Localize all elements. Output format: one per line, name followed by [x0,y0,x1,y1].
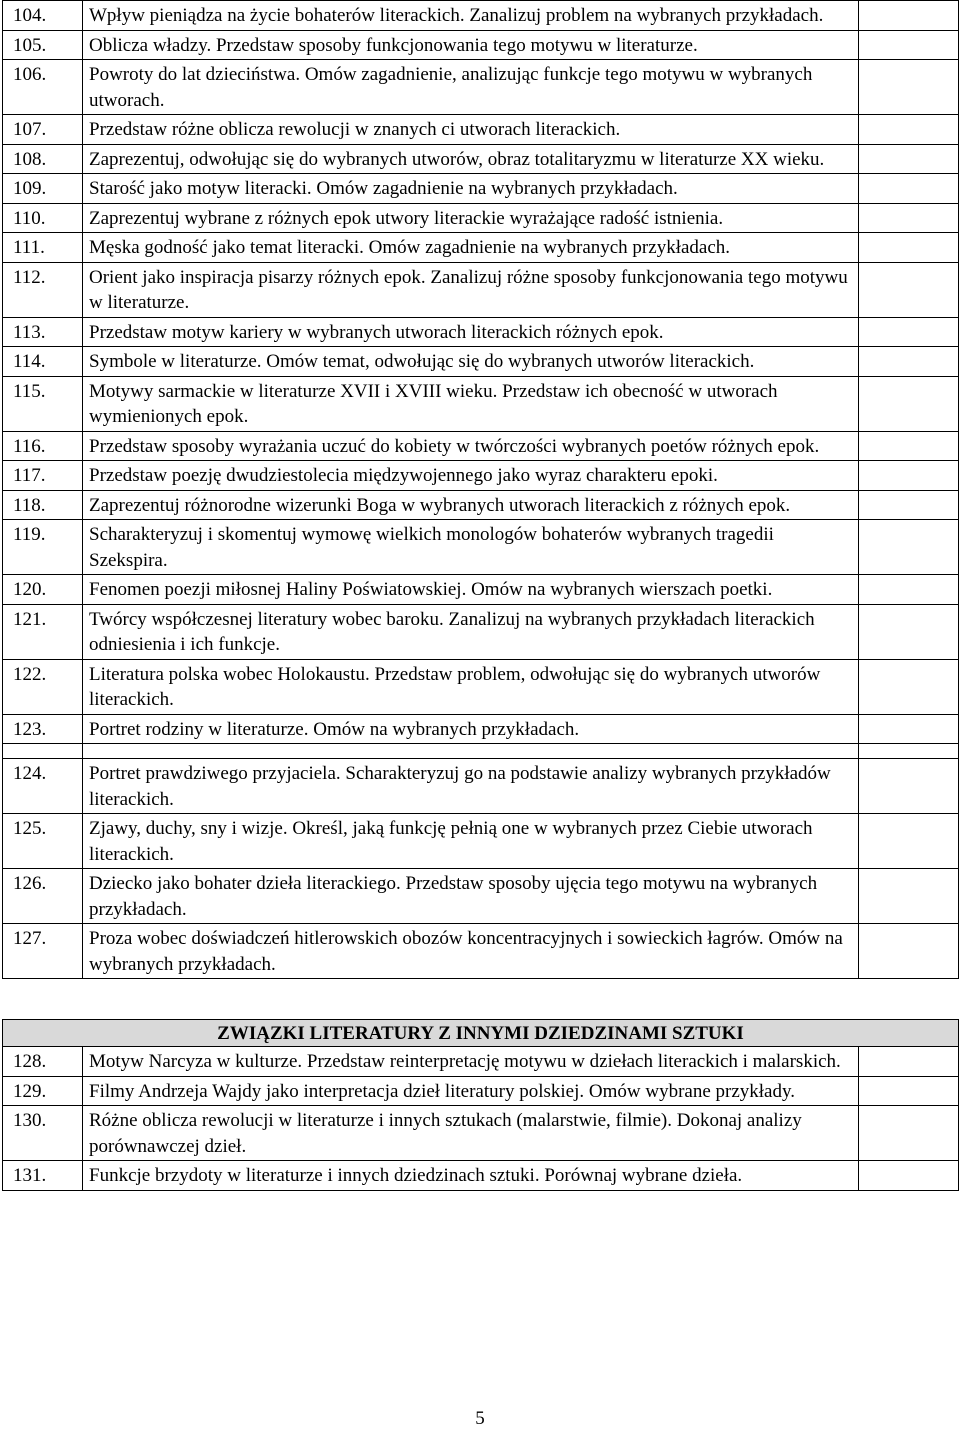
topic-number: 117. [3,461,83,491]
topic-text: Powroty do lat dzieciństwa. Omów zagadnienie, analizując funkcje tego motywu w wybranych utworach. [83,60,859,115]
empty-cell [859,1106,959,1161]
empty-cell [859,814,959,869]
topic-number: 113. [3,317,83,347]
topic-row [3,814,959,869]
topic-text: Portret prawdziwego przyjaciela. Scharakteryzuj go na podstawie analizy wybranych przykładów literackich. [83,759,859,814]
topic-text: Motyw Narcyza w kulturze. Przedstaw reinterpretację motywu w dziełach literackich i malarskich. [83,1047,859,1077]
topic-text: Zaprezentuj różnorodne wizerunki Boga w wybranych utworach literackich z różnych epok. [83,490,859,520]
topic-number: 125. [3,814,83,869]
section-title: ZWIĄZKI LITERATURY Z INNYMI DZIEDZINAMI SZTUKI [3,1020,959,1047]
topic-text: Przedstaw różne oblicza rewolucji w znanych ci utworach literackich. [83,115,859,145]
topic-text: Starość jako motyw literacki. Omów zagadnienie na wybranych przykładach. [83,174,859,204]
topic-number: 124. [3,759,83,814]
topic-text: Symbole w literaturze. Omów temat, odwołując się do wybranych utworów literackich. [83,347,859,377]
empty-cell [859,174,959,204]
topic-row [3,869,959,924]
topic-row [3,659,959,714]
page-number: 5 [475,1408,485,1429]
topic-text: Dziecko jako bohater dzieła literackiego. Przedstaw sposoby ujęcia tego motywu na wybranych przykładach. [83,869,859,924]
empty-cell [859,869,959,924]
table-spacer [3,744,959,759]
table-gap [3,979,959,1020]
topic-number: 127. [3,924,83,979]
topic-number: 120. [3,575,83,605]
empty-cell [859,924,959,979]
topics-group-a [3,1,959,744]
topic-text: Przedstaw sposoby wyrażania uczuć do kobiety w twórczości wybranych poetów różnych epok. [83,431,859,461]
empty-cell [859,115,959,145]
section-header [3,1020,959,1047]
topic-number: 109. [3,174,83,204]
empty-cell [859,1161,959,1191]
empty-cell [859,461,959,491]
topic-number: 111. [3,233,83,263]
topic-row [3,30,959,60]
topic-number: 130. [3,1106,83,1161]
topic-number: 129. [3,1076,83,1106]
topic-text: Literatura polska wobec Holokaustu. Przedstaw problem, odwołując się do wybranych utworów literackich. [83,659,859,714]
topic-text: Proza wobec doświadczeń hitlerowskich obozów koncentracyjnych i sowieckich łagrów. Omów na wybranych przykładach. [83,924,859,979]
topic-number: 105. [3,30,83,60]
topic-number: 118. [3,490,83,520]
empty-cell [859,347,959,377]
topic-text: Orient jako inspiracja pisarzy różnych epok. Zanalizuj różne sposoby funkcjonowania tego motywu w literaturze. [83,262,859,317]
topic-number: 114. [3,347,83,377]
topic-number: 115. [3,376,83,431]
topic-text: Portret rodziny w literaturze. Omów na wybranych przykładach. [83,714,859,744]
topic-row [3,262,959,317]
empty-cell [859,714,959,744]
topics-group-c [3,1047,959,1191]
topic-number: 107. [3,115,83,145]
topic-row [3,924,959,979]
empty-cell [859,317,959,347]
topic-row [3,1047,959,1077]
empty-cell [859,1,959,31]
topic-number: 126. [3,869,83,924]
empty-cell [859,659,959,714]
topic-text: Funkcje brzydoty w literaturze i innych dziedzinach sztuki. Porównaj wybrane dzieła. [83,1161,859,1191]
topic-row [3,233,959,263]
topic-number: 123. [3,714,83,744]
topics-group-b [3,759,959,979]
topic-row [3,376,959,431]
topic-row [3,431,959,461]
empty-cell [859,203,959,233]
topic-number: 121. [3,604,83,659]
topic-number: 119. [3,520,83,575]
empty-cell [859,144,959,174]
topic-text: Męska godność jako temat literacki. Omów zagadnienie na wybranych przykładach. [83,233,859,263]
empty-cell [859,604,959,659]
topic-text: Twórcy współczesnej literatury wobec baroku. Zanalizuj na wybranych przykładach literackich odniesienia i ich funkcje. [83,604,859,659]
topic-text: Przedstaw poezję dwudziestolecia międzywojennego jako wyraz charakteru epoki. [83,461,859,491]
topic-row [3,203,959,233]
empty-cell [859,60,959,115]
topic-number: 104. [3,1,83,31]
topic-number: 112. [3,262,83,317]
empty-cell [859,1076,959,1106]
topic-row [3,1076,959,1106]
empty-cell [859,431,959,461]
topic-row [3,60,959,115]
topic-text: Wpływ pieniądza na życie bohaterów literackich. Zanalizuj problem na wybranych przykładach. [83,1,859,31]
topic-text: Przedstaw motyw kariery w wybranych utworach literackich różnych epok. [83,317,859,347]
topic-row [3,1,959,31]
empty-cell [859,30,959,60]
topic-text: Motywy sarmackie w literaturze XVII i XVIII wieku. Przedstaw ich obecność w utworach wymienionych epok. [83,376,859,431]
topic-row [3,1161,959,1191]
topic-row [3,759,959,814]
topic-row [3,317,959,347]
empty-cell [859,262,959,317]
topic-row [3,520,959,575]
topics-table [2,0,959,1191]
topic-row [3,115,959,145]
empty-cell [859,575,959,605]
topic-row [3,575,959,605]
topic-row [3,490,959,520]
topic-number: 116. [3,431,83,461]
empty-cell [859,1047,959,1077]
topic-number: 108. [3,144,83,174]
topic-text: Różne oblicza rewolucji w literaturze i innych sztukach (malarstwie, filmie). Dokonaj analizy porównawczej dzieł. [83,1106,859,1161]
empty-cell [859,233,959,263]
topic-number: 122. [3,659,83,714]
topic-text: Oblicza władzy. Przedstaw sposoby funkcjonowania tego motywu w literaturze. [83,30,859,60]
topic-row [3,1106,959,1161]
topic-text: Zaprezentuj wybrane z różnych epok utwory literackie wyrażające radość istnienia. [83,203,859,233]
topic-number: 128. [3,1047,83,1077]
topic-text: Zjawy, duchy, sny i wizje. Określ, jaką funkcję pełnią one w wybranych przez Ciebie utworach literackich. [83,814,859,869]
topic-row [3,347,959,377]
empty-cell [859,490,959,520]
topic-row [3,461,959,491]
topic-text: Filmy Andrzeja Wajdy jako interpretacja dzieł literatury polskiej. Omów wybrane przykłady. [83,1076,859,1106]
topic-row [3,174,959,204]
topic-row [3,604,959,659]
topic-number: 110. [3,203,83,233]
topic-text: Zaprezentuj, odwołując się do wybranych utworów, obraz totalitaryzmu w literaturze XX wieku. [83,144,859,174]
topic-number: 106. [3,60,83,115]
topic-row [3,144,959,174]
topic-row [3,714,959,744]
empty-cell [859,376,959,431]
empty-cell [859,759,959,814]
topic-number: 131. [3,1161,83,1191]
topic-text: Fenomen poezji miłosnej Haliny Poświatowskiej. Omów na wybranych wierszach poetki. [83,575,859,605]
topic-text: Scharakteryzuj i skomentuj wymowę wielkich monologów bohaterów wybranych tragedii Szekspira. [83,520,859,575]
empty-cell [859,520,959,575]
